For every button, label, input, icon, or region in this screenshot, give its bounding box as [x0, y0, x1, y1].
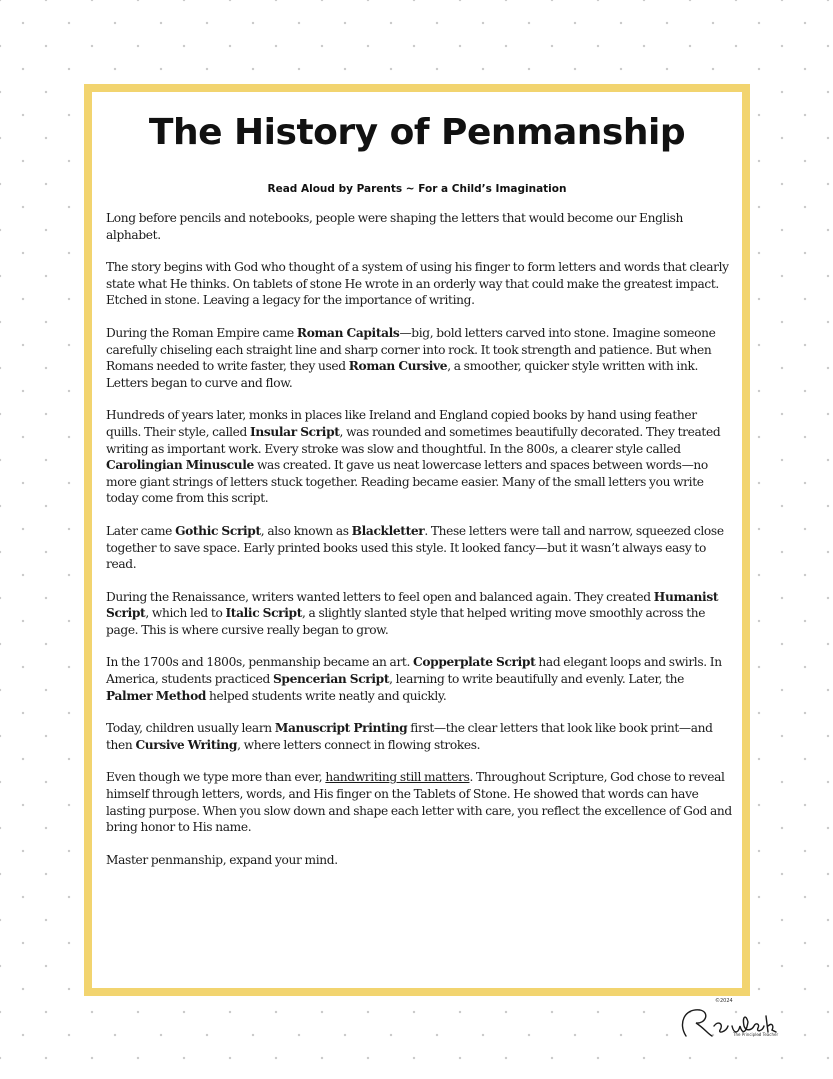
article-body — [106, 210, 732, 884]
bold-term: Manuscript Printing — [274, 721, 408, 736]
text-run: . These letters were tall and narrow, squeezed close together to save space. Early printed books used this style. It looked fancy—but it wasn’t always easy to read. — [106, 523, 724, 572]
text-run: In the 1700s and 1800s, penmanship became an art. — [106, 655, 414, 670]
bold-term: Spencerian Script — [272, 672, 390, 687]
paragraph — [106, 654, 732, 704]
bold-term: Cursive Writing — [135, 737, 238, 752]
text-run: first—the clear letters that look like book print—and then — [106, 721, 713, 752]
text-run: , a slightly slanted style that helped writing move smoothly across the page. This is where cursive really began to grow. — [106, 606, 706, 637]
bold-term: Humanist Script — [106, 589, 719, 621]
text-run: , a smoother, quicker style written with ink. Letters began to curve and flow. — [106, 359, 699, 390]
bold-term: Roman Capitals — [296, 325, 400, 340]
paragraph — [106, 407, 732, 507]
text-run: Master penmanship, expand your mind. — [106, 852, 338, 867]
page-title: The History of Penmanship — [148, 112, 686, 153]
text-run: , where letters connect in flowing strokes. — [237, 737, 481, 752]
paragraph — [106, 769, 732, 835]
text-run: , also known as — [260, 523, 352, 538]
paragraph — [106, 210, 732, 243]
text-run: , was rounded and sometimes beautifully decorated. They treated writing as important work. Every stroke was slow and thoughtful. In the 800s, a clearer style called — [106, 424, 721, 456]
text-run: Later came — [106, 523, 176, 538]
paragraph — [106, 325, 732, 391]
text-run: Hundreds of years later, monks in places like Ireland and England copied books by hand using feather quills. Their style, called — [106, 408, 697, 439]
text-run: helped students write neatly and quickly. — [206, 688, 447, 703]
bold-term: Blackletter — [351, 523, 425, 538]
bold-term: Insular Script — [250, 424, 340, 439]
text-run: , which led to — [145, 606, 226, 621]
bold-term: Carolingian Minuscule — [106, 458, 254, 473]
page-subtitle: Read Aloud by Parents ~ For a Child’s Imagination — [267, 183, 567, 195]
text-run: , learning to write beautifully and evenly. Later, the — [389, 672, 685, 687]
text-run: —big, bold letters carved into stone. Imagine someone carefully chiseling each straight line and sharp corner into rock. It took strength and patience. But when Romans needed to write faster, they used — [106, 325, 716, 374]
bold-term: Roman Cursive — [348, 359, 448, 374]
copyright-mark: ©2024 — [715, 998, 733, 1004]
paragraph — [106, 852, 732, 869]
author-signature-logo — [676, 996, 786, 1046]
bold-term: Palmer Method — [106, 688, 207, 703]
text-run: During the Renaissance, writers wanted letters to feel open and balanced again. They created — [106, 589, 654, 604]
paragraph — [106, 720, 732, 753]
underlined-text: handwriting still matters — [325, 770, 470, 785]
text-run: During the Roman Empire came — [106, 325, 297, 340]
paragraph — [106, 523, 732, 573]
page-frame — [84, 84, 750, 996]
text-run: was created. It gave us neat lowercase letters and spaces between words—no more giant strings of letters stuck together. Reading became easier. Many of the small letters you write today come from this script. — [106, 458, 708, 506]
paragraph — [106, 259, 732, 309]
text-run: The story begins with God who thought of a system of using his finger to form letters and words that clearly state what He thinks. On tablets of stone He wrote in an orderly way that could make the greatest impact. Etched in stone. Leaving a legacy for the importance of writing. — [106, 260, 729, 308]
text-run: Even though we type more than ever, — [106, 770, 326, 785]
text-run: . Throughout Scripture, God chose to reveal himself through letters, words, and His finger on the Tablets of Stone. He showed that words can have lasting purpose. When you slow down and shape each letter with care, you reflect the excellence of God and bring honor to His name. — [106, 770, 732, 835]
text-run: had elegant loops and swirls. In America, students practiced — [106, 655, 722, 687]
bold-term: Italic Script — [225, 606, 302, 621]
signature-tagline: The Principled Teacher — [733, 1032, 779, 1037]
bold-term: Gothic Script — [175, 523, 261, 538]
bold-term: Copperplate Script — [413, 655, 536, 670]
text-run: Today, children usually learn — [106, 721, 275, 736]
paragraph — [106, 589, 732, 639]
text-run: Long before pencils and notebooks, people were shaping the letters that would become our English alphabet. — [106, 211, 684, 242]
